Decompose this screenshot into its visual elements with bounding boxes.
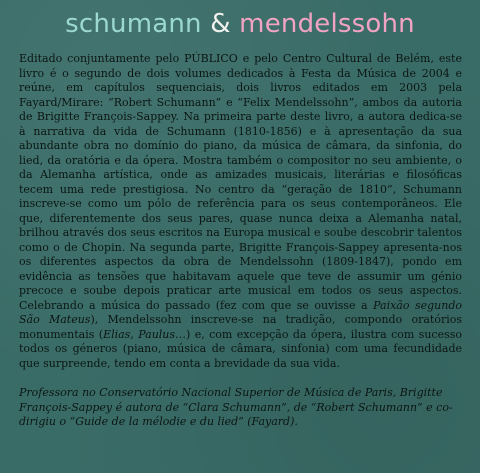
paragraph-text-2: ), Mendelssohn inscreve-se na tradição, compondo oratórios monumentais ( [19, 313, 462, 341]
author-bio: Professora no Conservatório Nacional Superior de Música de Paris, Brigitte François-Sappey é autora de “Clara Schumann”, de “Robert Schumann” e co-dirigiu o “Guide de la mélodie e du lied” (Fayard). [19, 386, 453, 428]
title-ampersand: & [210, 9, 231, 39]
title-mendelssohn: mendelssohn [239, 9, 415, 39]
page-title [0, 4, 480, 44]
work-title-elias: Elias [103, 327, 131, 341]
paragraph-text-4: ) e, com excepção da ópera, ilustra com sucesso todos os géneros (piano, música de câmara, sinfonia) com uma fecundidade que surpreende, tendo em conta a brevidade da sua vida. [19, 327, 462, 370]
work-title-paixao: Paixão segundo São Mateus [19, 298, 462, 326]
work-title-paulus: Paulus… [138, 327, 187, 341]
title-schumann: schumann [65, 9, 202, 39]
paragraph-text-3: , [130, 327, 139, 341]
description-paragraph [19, 52, 462, 371]
paragraph-text-1: Editado conjuntamente pelo PÚBLICO e pelo Centro Cultural de Belém, este livro é o segundo de dois volumes dedicados à Festa da Música de 2004 e reúne, em capítulos sequenciais, dois livros editados em 2003 pela Fayard/Mirare: “Robert Schumann” e “Felix Mendelssohn”, ambos da autoria de Brigitte François-Sappey. Na primeira parte deste livro, a autora dedica-se à narrativa da vida de Schumann (1810-1856) e à apresentação da sua abundante obra no domínio do piano, da música de câmara, da sinfonia, do lied, da oratória e da ópera. Mostra também o compositor no seu ambiente, o da Alemanha artística, onde as amizades musicais, literárias e filosóficas tecem uma rede prestigiosa. No centro da “geração de 1810”, Schumann inscreve-se como um pólo de referência para os seus contemporâneos. Ele que, diferentemente dos seus pares, quase nunca deixa a Alemanha natal, brilhou através dos seus escritos na Europa musical e soube descobrir talentos como o de Chopin. Na segunda parte, Brigitte François-Sappey apresenta-nos os diferentes aspectos da obra de Mendelssohn (1809-1847), pondo em evidência as tensões que habitavam aquele que teve de assumir um génio precoce e soube depois praticar arte musical em todos os seus aspectos. Celebrando a música do passado (fez com que se ouvisse a [19, 52, 462, 312]
description-text [19, 52, 462, 430]
